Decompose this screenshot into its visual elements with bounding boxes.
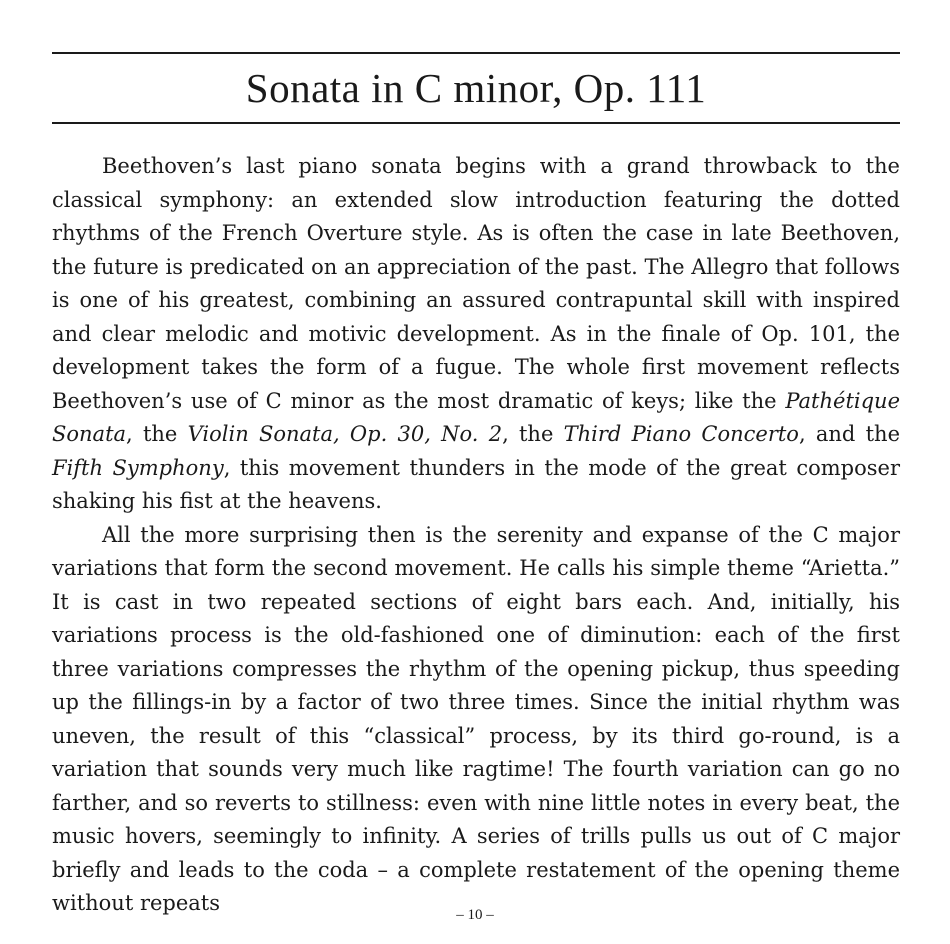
text-segment: , the bbox=[126, 422, 188, 446]
page-title: Sonata in C minor, Op. 111 bbox=[245, 65, 707, 111]
page-number: – 10 – bbox=[456, 907, 494, 923]
text-segment: , and the bbox=[798, 422, 900, 446]
text-segment: , the bbox=[502, 422, 564, 446]
article-body bbox=[52, 150, 900, 921]
work-title-pathetique: Pathétique Sonata bbox=[52, 388, 900, 446]
paragraph bbox=[52, 519, 900, 921]
text-segment: All the more surprising then is the serenity and expanse of the C major variations that form the second movement. He calls his simple theme “Arietta.” It is cast in two repeated sections of eight bars each. And, initially, his variations process is the old-fashioned one of diminution: each of the first three variations compresses the rhythm of the opening pickup, thus speeding up the fillings-in by a factor of two three times. Since the initial rhythm was uneven, the result of this “classical” process, by its third go-round, is a variation that sounds very much like ragtime! The fourth variation can go no farther, and so reverts to stillness: even with nine little notes in every beat, the music hovers, seemingly to infinity. A series of trills pulls us out of C major briefly and leads to the coda – a complete restatement of the opening theme without repeats bbox=[52, 522, 900, 915]
paragraph bbox=[52, 150, 900, 519]
work-title-violin-sonata: Violin Sonata, Op. 30, No. 2 bbox=[187, 422, 503, 446]
text-segment: Beethoven’s last piano sonata begins with a grand throwback to the classical symphony: an extended slow introduction featuring the dotted rhythms of the French Overture style. As is often the case in late Beethoven, the future is predicated on an appreciation of the past. The Allegro that follows is one of his greatest, combining an assured contrapuntal skill with inspired and clear melodic and motivic development. As in the finale of Op. 101, the development takes the form of a fugue. The whole first movement reflects Beethoven’s use of C minor as the most dramatic of keys; like the bbox=[52, 154, 900, 413]
text-segment: , this movement thunders in the mode of the great composer shaking his fist at the heavens. bbox=[52, 455, 900, 513]
work-title-fifth-symphony: Fifth Symphony bbox=[52, 455, 224, 480]
title-rule-bottom bbox=[52, 122, 900, 124]
title-rule-top bbox=[52, 52, 900, 54]
work-title-third-piano-concerto: Third Piano Concerto bbox=[563, 422, 799, 446]
